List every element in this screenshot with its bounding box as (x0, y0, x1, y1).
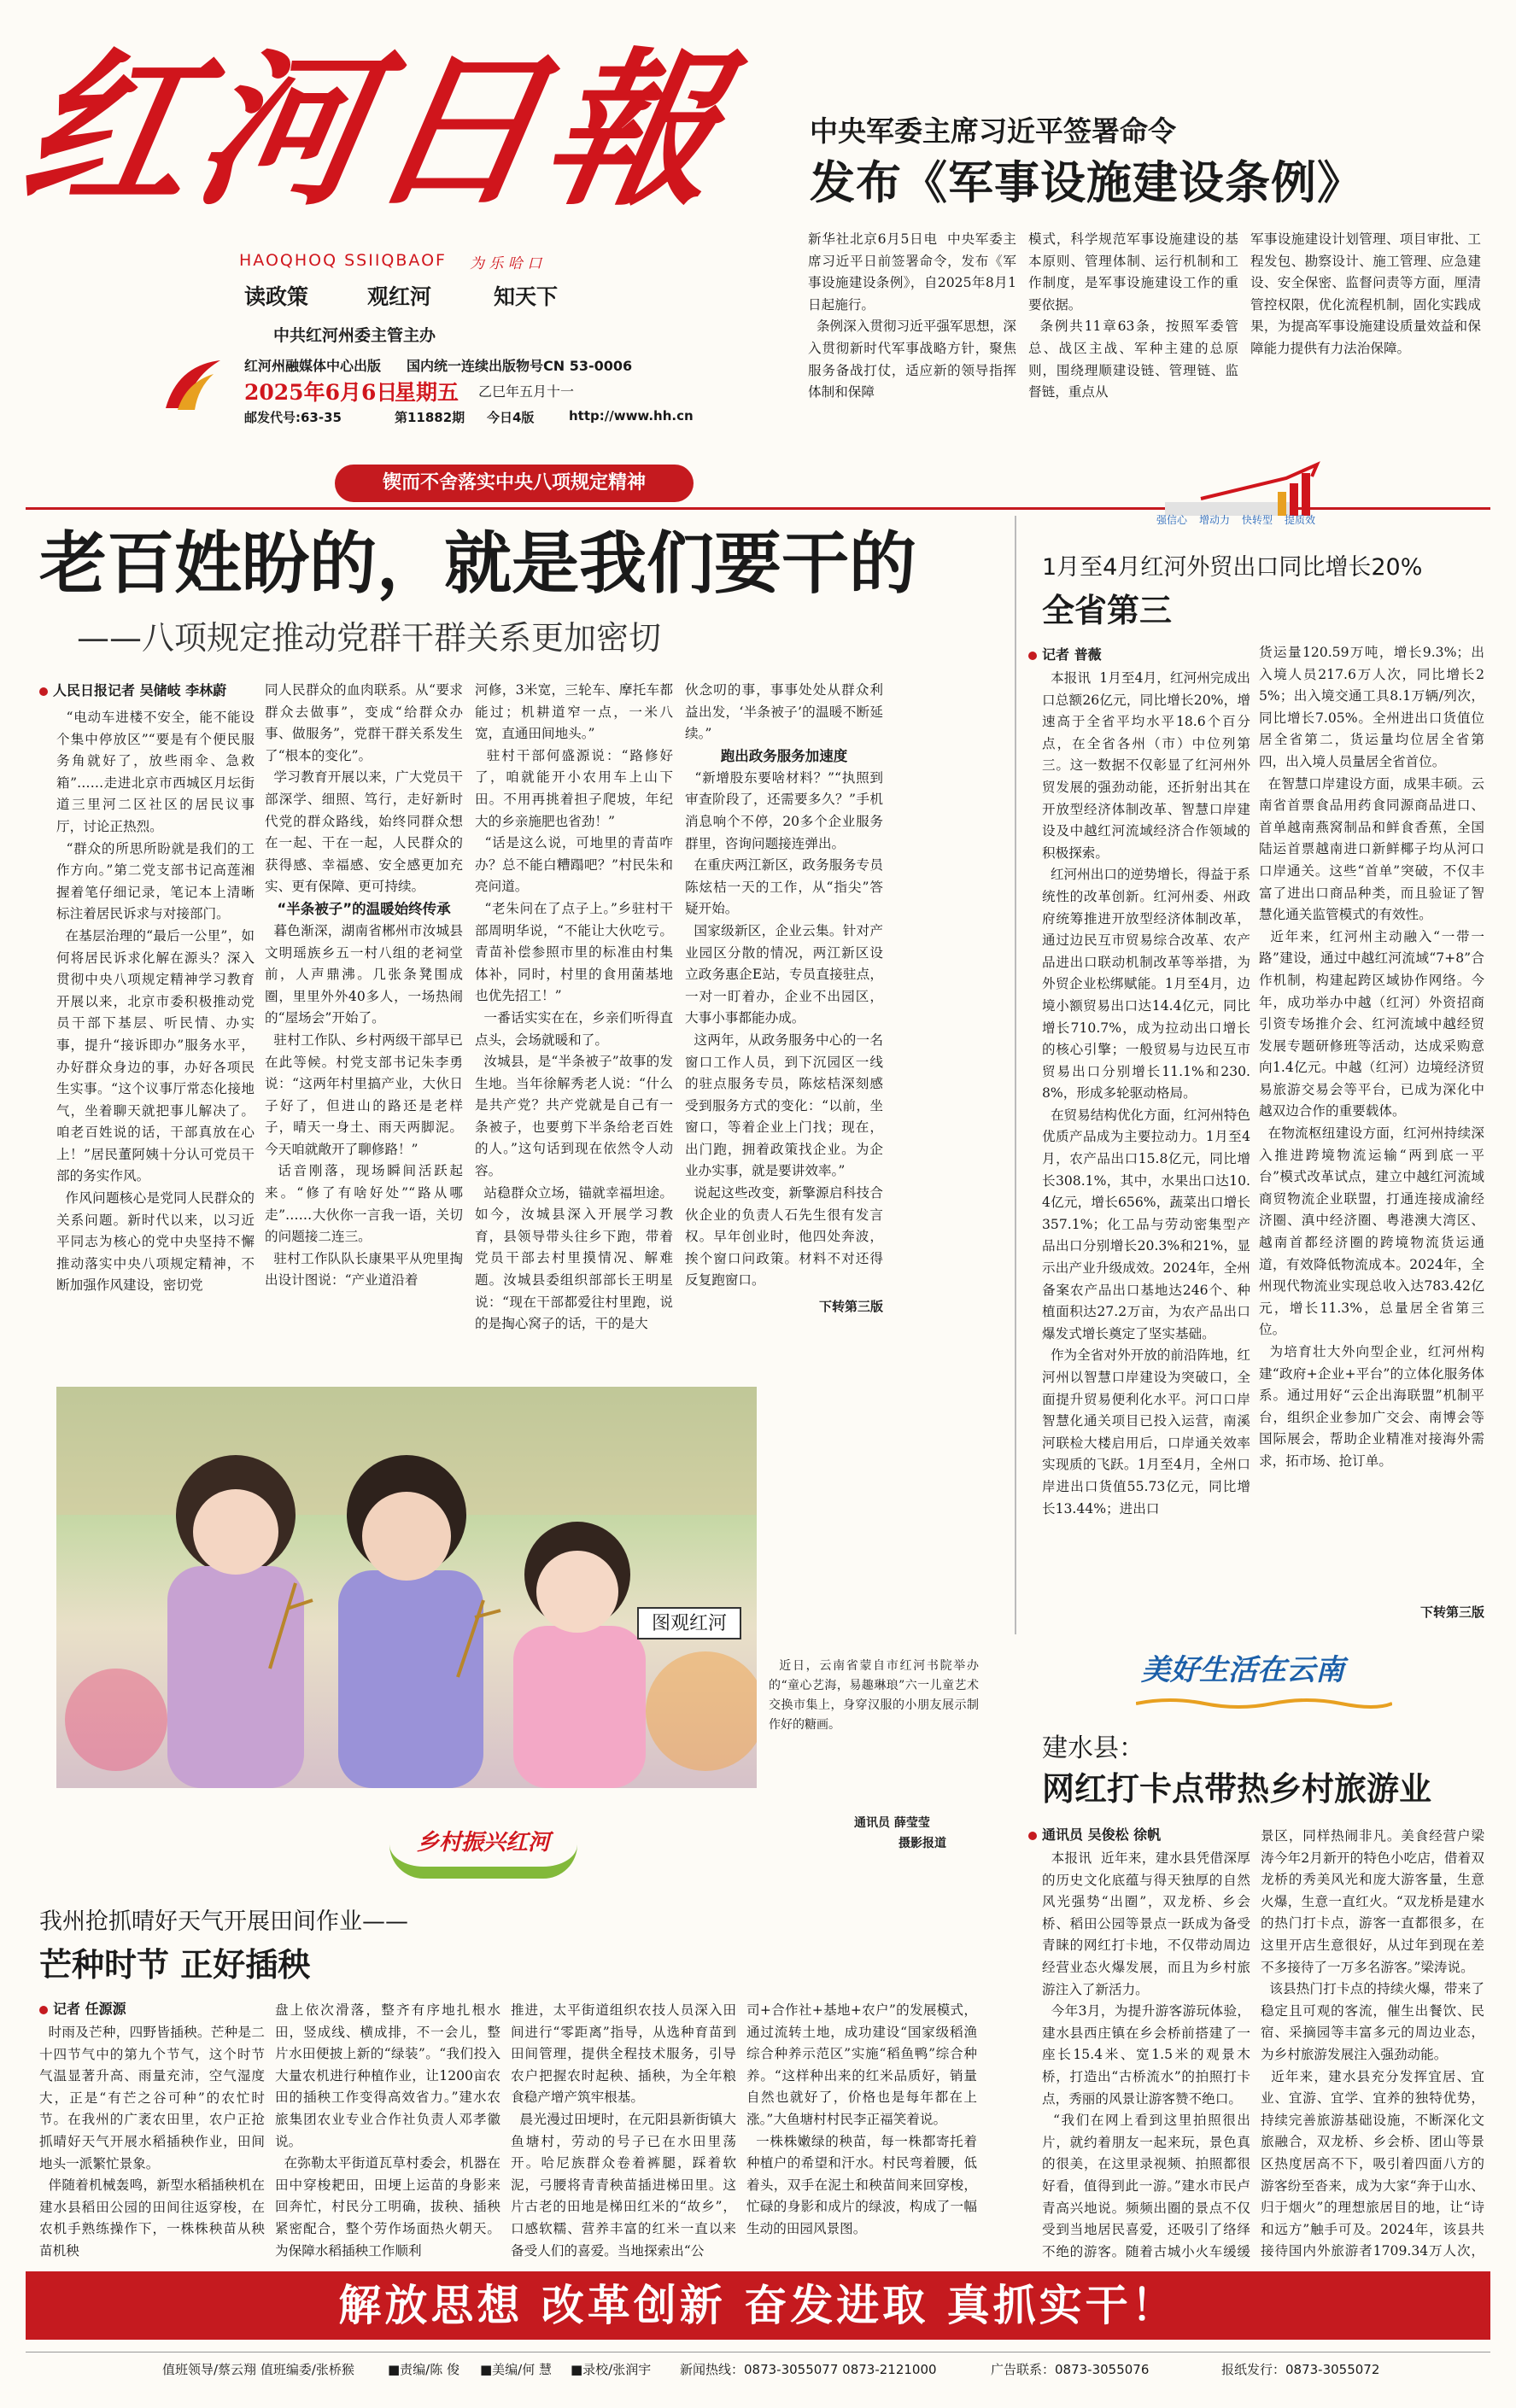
footer-art: ■美编/何 慧 (480, 2362, 552, 2377)
footer-news-hotline: 新闻热线：0873-3055077 0873-2121000 (680, 2362, 937, 2377)
trade-banner-word-1: 强信心 (1156, 514, 1188, 526)
feature-subhead-1: “半条被子”的温暖始终传承 (277, 900, 451, 917)
tourism-kicker: 建水县： (1042, 1733, 1144, 1763)
farming-col-1: 时雨及芒种，四野皆插秧。芒种是二十四节气中的第九个节气，这个时节气温显著升高、雨量充沛，空气湿度大，正是“有芒之谷可种”的农忙时节。在我州的广袤农田里，农户正抢抓晴好天气开展水稻插秧作业，田间地头一派繁忙景象。 伴随着机械轰鸣，新型水稻插秧机在建水县稻田公园的田间往返穿梭，在农机手熟练操作下，一株株秧苗从秧苗机秧 (39, 2025, 265, 2259)
trade-banner-word-4: 提质效 (1285, 514, 1316, 526)
farming-title: 芒种时节 正好插秧 (39, 1945, 311, 1984)
farming-kicker: 我州抢抓晴好天气开展田间作业—— (39, 1908, 408, 1935)
page-count: 今日4版 (487, 410, 535, 425)
footer-duty: 值班领导/蔡云翔 值班编委/张桥猴 (162, 2362, 354, 2377)
website-url: http://www.hh.cn (569, 408, 694, 424)
masthead (8, 15, 777, 502)
feature-col-3: 河修，3米宽，三轮车、摩托车都能过；机耕道窄一点，一米八宽，直通田间地头。” 驻村干部何盛源说：“路修好了，咱就能开小农用车上山下田。不用再挑着担子爬坡，年纪大的乡亲施肥也省劲！” “话是这么说，可地里的青苗咋办？总不能白糟蹋吧？”村民朱和亮问道。 “老朱问在了点子上。”乡驻村干部周明华说，“不能让大伙吃亏。青苗补偿参照市里的标准由村集体补，同时，村里的食用菌基地也优先招工！” 一番话实实在在，乡亲们听得直点头，会场就暖和了。 汝城县，是“半条被子”故事的发生地。当年徐解秀老人说：“什么是共产党？共产党就是自己有一条被子，也要剪下半条给老百姓的人。”这句话到现在依然令人动容。 站稳群众立场，锚就幸福坦途。如今，汝城县深入开展学习教育，县领导带头往乡下跑，带着党员干部去村里摸情况、解难题。汝城县委组织部部长王明星说：“现在干部都爱往村里跑，说的是掏心窝子的话，干的是大 (475, 682, 673, 1332)
brand-swoosh-icon (161, 357, 227, 413)
slogan-3: 知天下 (494, 284, 559, 309)
children-photo (56, 1387, 757, 1788)
photo-stamp: 图观红河 (637, 1607, 741, 1639)
lead-col-3: 军事设施建设计划管理、项目审批、工程发包、勘察设计、施工管理、应急建设、安全保密、监督问责等方面，厘清管控权限，优化流程机制，固化实践成果，为提高军事设施建设质量效益和保障能力提供有力法治保障。 (1250, 231, 1481, 356)
trade-kicker: 1月至4月红河外贸出口同比增长20% (1042, 554, 1423, 581)
lunar-date: 乙巳年五月十一 (478, 383, 575, 400)
footer-editor: ■责编/陈 俊 (388, 2362, 459, 2377)
photo-credit-2: 摄影报道 (898, 1837, 946, 1850)
trade-col-1: 本报讯 1月至4月，红河州完成出口总额26亿元，同比增长20%，增速高于全省平均水平18.6个百分点，在全省各州（市）中位列第三。这一数据不仅彰显了红河州外贸发展的强劲动能，还折射出其在开放型经济体制改革、智慧口岸建设及中越红河流域经济合作领域的积极探索。 红河州出口的逆势增长，得益于系统性的改革创新。红河州委、州政府统筹推进开放型经济体制改革，通过边民互市贸易综合改革、农产品进出口联动机制改革等举措，为外贸企业松绑赋能。1月至4月，边境小额贸易出口达14.4亿元，同比增长710.7%，成为拉动出口增长的核心引擎；一般贸易与边民互市贸易出口分别增长11.1%和230.8%，形成多轮驱动格局。 在贸易结构优化方面，红河州特色优质产品成为主要拉动力。1月至4月，农产品出口15.8亿元，同比增长308.1%，其中，水果出口达10.4亿元，增长656%，蔬菜出口增长357.1%；化工品与劳动密集型产品出口分别增长20.3%和21%，显示出产业升级成效。2024年，全州备案农产品出口基地达246个、种植面积达27.2万亩，为农产品出口爆发式增长奠定了坚实基础。 作为全省对外开放的前沿阵地，红河州以智慧口岸建设为突破口，全面提升贸易便利化水平。河口口岸智慧化通关项目已投入运营，南溪河联检大楼启用后，口岸通关效率实现质的飞跃。1月至4月，全州口岸进出口货值55.73亿元，同比增长13.44%；进出口 (1042, 670, 1250, 1517)
tourism-title: 网红打卡点带热乡村旅游业 (1042, 1769, 1432, 1808)
slogan-2: 观红河 (367, 284, 432, 309)
lead-kicker: 中央军委主席习近平签署命令 (810, 114, 1176, 148)
feature-banner: 锲而不舍落实中央八项规定精神 (335, 465, 694, 502)
farming-col-2: 盘上依次滑落，整齐有序地扎根水田，竖成线、横成排，不一会儿，整片水田便披上新的“绿装”。“我们投入大量农机进行种植作业，让1200亩农田的插秧工作变得高效省力。”建水农旅集团农业专业合作社负责人邓孝徽说。 在弥勒太平街道瓦草村委会，机器在田中穿梭耙田，田埂上运苗的身影来回奔忙，村民分工明确，拔秧、插秧紧密配合，整个劳作场面热火朝天。为保障水稻插秧工作顺利 (275, 2002, 500, 2259)
trade-banner-word-2: 增动力 (1199, 514, 1231, 526)
lead-title: 发布《军事设施建设条例》 (810, 156, 1363, 209)
trade-col-2-wrap (1259, 642, 1484, 1633)
feature-col-2b-text: 暮色渐深，湖南省郴州市汝城县文明瑶族乡五一村八组的老祠堂前，人声鼎沸。几张条凳围成圈，里里外外40多人，一场热闹的“屋场会”开始了。 驻村工作队、乡村两级干部早已在此等候。村党支部书记朱李勇说：“这两年村里搞产业，大伙日子好了，但进山的路还是老样子，晴天一身土、雨天两脚泥。今天咱就敞开了聊修路！” 话音刚落，现场瞬间活跃起来。“修了有啥好处”“路从哪走”……大伙你一言我一语，关切的问题接二连三。 驻村工作队队长康果平从兜里掏出设计图说：“产业道沿着 (265, 922, 463, 1289)
logo: 红河日報 (8, 32, 740, 229)
feature-title: 老百姓盼的，就是我们要干的 (39, 523, 916, 603)
feature-col-1: “电动车进楼不安全，能不能设个集中停放区”“要是有个便民服务角就好了，放些雨伞、急救箱”……走进北京市西城区月坛街道三里河二区社区的居民议事厅，讨论正热烈。 “群众的所思所盼就是我们的工作方向。”第二党支部书记高莲湘握着笔仔细记录，笔记本上清晰标注着居民诉求与对接部门。 在基层治理的“最后一公里”，如何将居民诉求化解在源头？深入贯彻中央八项规定精神学习教育开展以来，北京市委积极推动党员干部下基层、听民情、办实事，提升“接诉即办”服务水平，办好群众身边的事，办好各项民生实事。“这个议事厅常态化接地气，坐着聊天就把事儿解决了。咱老百姓说的话，干部真放在心上！”居民董阿姨十分认可党员干部的务实作风。 作风问题核心是党同人民群众的关系问题。新时代以来，以习近平同志为核心的党中央坚持不懈推动落实中央八项规定精神，不断加强作风建设，密切党 (56, 710, 255, 1294)
tourism-col-2: 景区，同样热闹非凡。美食经营户梁涛今年2月新开的特色小吃店，借着双龙桥的秀美风光和庞大游客量，生意火爆，生意一直红火。“双龙桥是建水的热门打卡点，游客一直都很多，在这里开店生意很好，从过年到现在差不多接待了一万多名游客。”梁涛说。 该县热门打卡点的持续火爆，带来了稳定且可观的客流，催生出餐饮、民宿、采摘园等丰富多元的周边业态，为乡村旅游发展注入强劲动能。 近年来，建水县充分发挥宜居、宜业、宜游、宜学、宜养的独特优势，持续完善旅游基础设施，不断深化文旅融合，双龙桥、乡会桥、团山等景区热度居高不下，吸引着四面八方的游客纷至沓来，成为大家“奔于山水、归于烟火”的理想旅居目的地，让“诗和远方”触手可及。2024年，该县共接待国内外旅游者1709.34万人次， (1261, 1828, 1484, 2259)
issue-number: 第11882期 (395, 410, 465, 425)
photo-credit-1: 通讯员 薛莹莹 (854, 1816, 930, 1830)
sponsor: 中共红河州委主管主办 (273, 326, 436, 345)
cn-number: 国内统一连续出版物号CN 53-0006 (407, 358, 633, 374)
footer (26, 2352, 1490, 2386)
tourism-col-1: 本报讯 近年来，建水县凭借深厚的历史文化底蕴与得天独厚的自然风光强势“出圈”，双龙桥、乡会桥、稻田公园等景点一跃成为备受青睐的网红打卡地，不仅带动周边经营业态火爆发展，而且为乡村旅游注入了新活力。 今年3月，为提升游客游玩体验，建水县西庄镇在乡会桥前搭建了一座长15.4米、宽1.5米的观景木桥，打造出“古桥流水”的拍照打卡点，秀丽的风景让游客赞不绝口。 “我们在网上看到这里拍照很出片，就约着朋友一起来玩，景色真的很美，在这里录视频、拍照都很好看，值得到此一游。”建水市民卢青高兴地说。频频出圈的景点不仅受到当地居民喜爱，还吸引了络绎不绝的游客。随着古城小火车缓缓 (1042, 1850, 1250, 2259)
feature-col-4 (685, 680, 986, 1387)
postal-code: 邮发代号:63-35 (244, 410, 342, 425)
trade-col-2: 货运量120.59万吨，增长9.3%；出入境人员217.6万人次，同比增长25%；出入境交通工具8.1万辆/列次，同比增长7.05%。全州进出口货值位居全省第二，货运量均位居全省第四，出入境人员量居全省首位。 在智慧口岸建设方面，成果丰硕。云南省首票食品用药食同源商品进口、首单越南燕窝制品和鲜食香蕉，全国陆运首票越南进口新鲜椰子均从河口口岸通关。这些“首单”突破，不仅丰富了进出口商品种类，而且验证了智慧化通关监管模式的有效性。 近年来，红河州主动融入“一带一路”建设，通过中越红河流域“7+8”合作机制，构建起跨区域协作网络。今年，成功举办中越（红河）外资招商引资专场推介会、红河流域中越经贸发展专题研修班等活动，达成采购意向1.4亿元。中越（红河）边境经济贸易旅游交易会等平台，已成为深化中越双边合作的重要载体。 在物流枢纽建设方面，红河州持续深入推进跨境物流运输“两到底一平台”模式改革试点，建立中越红河流域商贸物流企业联盟，打通连接成渝经济圈、滇中经济圈、粤港澳大湾区、越南首都经济圈的跨境物流货运通道，有效降低物流成本。2024年，全州现代物流业实现总收入达783.42亿元，增长11.3%，总量居全省第三位。 为培育壮大外向型企业，红河州构建“政府+企业+平台”的立体化服务体系。通过用好“云企出海联盟”机制平台，组织企业参加广交会、南博会等国际展会，帮助企业精准对接海外需求，拓市场、抢订单。 (1259, 645, 1484, 1469)
trade-jump: 下转第三版 (1419, 1604, 1484, 1620)
photo-caption: 近日，云南省蒙自市红河书院举办的“童心艺海，易趣琳琅”六一儿童艺术交换市集上，身穿汉服的小朋友展示制作好的糖画。 (769, 1659, 979, 1732)
farming-byline: 记者 任源源 (39, 1998, 126, 2018)
issue-date: 2025年6月6日 (244, 380, 398, 405)
feature-jump: 下转第三版 (818, 1298, 883, 1314)
feature-subtitle: ——八项规定推动党群干群关系更加密切 (77, 619, 662, 657)
footer-proof: ■录校/张润宇 (571, 2362, 652, 2377)
lead-col-2: 模式，科学规范军事设施建设的基本原则、管理体制、运行机制和工作制度，是军事设施建设工作的重要依据。 条例共11章63条，按照军委管总、战区主战、军种主建的总原则，围绕理顺建设链、管理链、监督链，重点从 (1028, 231, 1238, 400)
lead-col-1: 新华社北京6月5日电 中央军委主席习近平日前签署命令，发布《军事设施建设条例》，自2025年8月1日起施行。 条例深入贯彻习近平强军思想，深入贯彻新时代军事战略方针，聚焦服务备战打仗，适应新的领导指挥体制和保障 (808, 231, 1016, 400)
footer-ads: 广告联系：0873-3055076 (991, 2362, 1150, 2377)
tourism-byline: 通讯员 吴俊松 徐帆 (1028, 1824, 1161, 1844)
slogan-bar: 解放思想 改革创新 奋发进取 真抓实干！ (26, 2271, 1490, 2340)
feature-col-4b-text: “新增股东要啥材料？”“执照到审查阶段了，还需要多久？”手机消息响个不停，20多个企业服务群里，咨询问题接连弹出。 在重庆两江新区，政务服务专员陈炫桔一天的工作，从“指尖”答疑开始。 国家级新区，企业云集。针对产业园区分散的情况，两江新区设立政务惠企E站，专员直接驻点，一对一盯着办，企业不出园区，大事小事都能办成。 这两年，从政务服务中心的一名窗口工作人员，到下沉园区一线的驻点服务专员，陈炫桔深刻感受到服务方式的变化：“以前，坐窗口，等着企业上门找；现在，出门跑，拥着政策找企业。为企业办实事，就是要讲效率。” 说起这些改变，新擎源启科技合伙企业的负责人石先生很有发言权。早年创业时，他四处奔波，挨个窗口问政策。材料不对还得反复跑窗口。 (685, 769, 883, 1289)
feature-col-2 (265, 680, 463, 1387)
weekday: 星期五 (395, 380, 459, 405)
publisher: 红河州融媒体中心出版 (244, 358, 382, 374)
farming-col-4: 司+合作社+基地+农户”的发展模式，通过流转土地，成功建设“国家级稻渔综合种养示范区”实施“稻鱼鸭”综合种养。“这样种出来的红米品质好，销量自然也就好了，价格也是每年都在上涨。”大鱼塘村村民李正福笑着说。 一株株嫩绿的秧苗，每一株都寄托着种植户的希望和汗水。村民弯着腰，低着头，双手在泥土和秧苗间来回穿梭，忙碌的身影和成片的绿波，构成了一幅生动的田园风景图。 (746, 2002, 977, 2236)
feature-subhead-2: 跑出政务服务加速度 (720, 747, 848, 764)
trade-title: 全省第三 (1042, 591, 1173, 629)
right-column-rule (1015, 516, 1016, 1634)
feature-byline: 人民日报记者 吴储岐 李林蔚 (39, 680, 226, 699)
rural-revitalization-logo: 乡村振兴红河 (389, 1826, 577, 1879)
tourism-logo-wave (1136, 1696, 1392, 1708)
trade-byline: 记者 普薇 (1028, 644, 1102, 663)
trade-banner-word-3: 快转型 (1242, 514, 1273, 526)
logo-small-calligraphy: 为 乐 哈 口 (470, 255, 542, 272)
farming-col-3: 推进，太平街道组织农技人员深入田间进行“零距离”指导，从选种育苗到田间管理，提供全程技术服务，引导农户把握农时起秧、插秧，为全年粮食稳产增产筑牢根基。 晨光漫过田埂时，在元阳县新街镇大鱼塘村，劳动的号子已在水田里荡开。哈尼族群众卷着裤腿，踩着软泥，弓腰将青青秧苗插进梯田里。这片古老的田地是梯田红米的“故乡”，口感软糯、营养丰富的红米一直以来备受人们的喜爱。当地探索出“公 (511, 2002, 736, 2259)
beautiful-life-yunnan-logo: 美好生活在云南 (1141, 1653, 1344, 1687)
slogan-1: 读政策 (244, 284, 309, 309)
feature-col-4-text: 伙念叨的事，事事处处从群众利益出发，‘半条被子’的温暖不断延续。” (685, 682, 883, 742)
footer-distribution: 报纸发行：0873-3055072 (1221, 2362, 1380, 2377)
feature-col-2-text: 同人民群众的血肉联系。从“要求群众去做事”，变成“给群众办事、做服务”，党群干群关系发生了“根本的变化”。 学习教育开展以来，广大党员干部深学、细照、笃行，走好新时代党的群众路线，始终同群众想在一起、干在一起，人民群众的获得感、幸福感、安全感更加充实、更有保障、更可持续。 (265, 682, 463, 895)
logo-pinyin: HAOQHOQ SSIIQBAOF (239, 251, 447, 270)
